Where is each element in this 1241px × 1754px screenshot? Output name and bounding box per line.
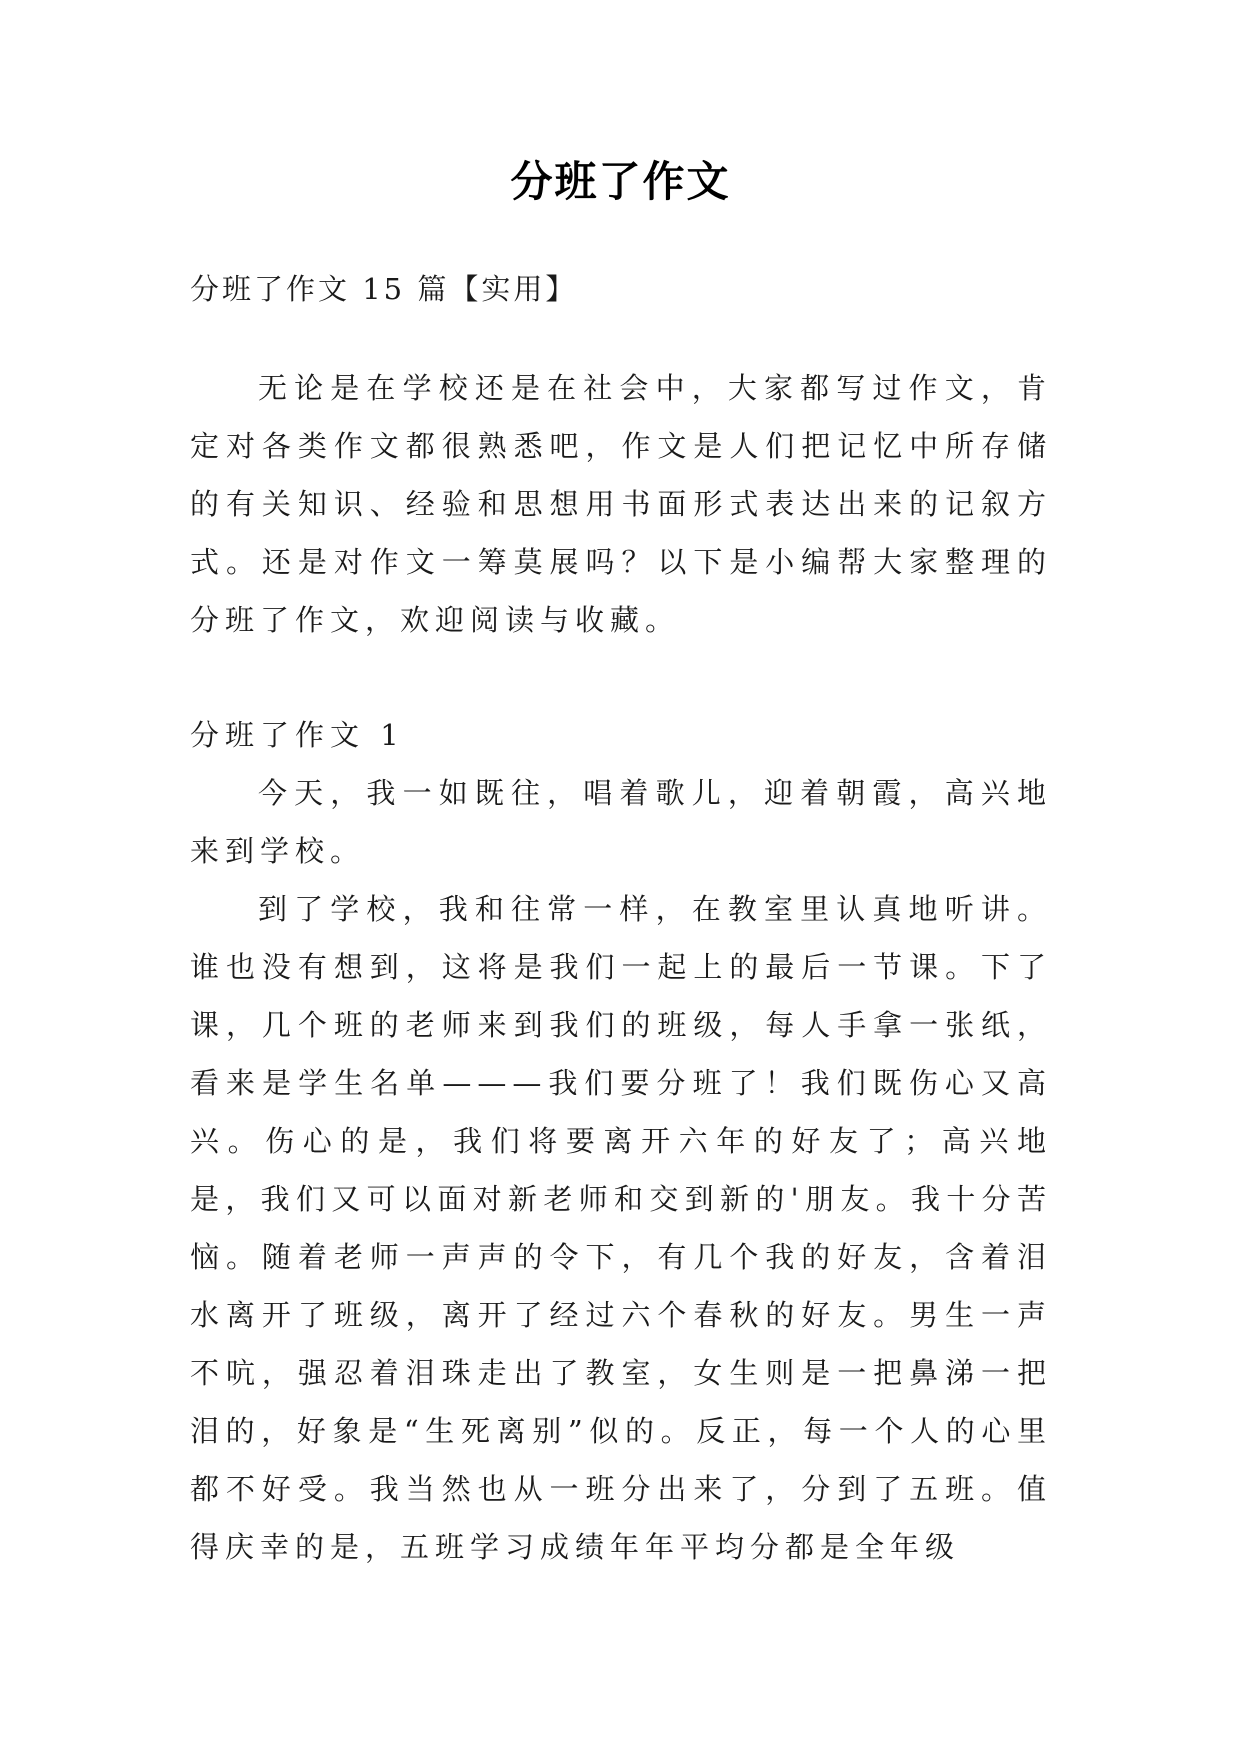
- document-subtitle: 分班了作文 15 篇【实用】: [190, 272, 578, 306]
- section-heading: 分班了作文 1: [190, 718, 405, 752]
- intro-paragraph: 无论是在学校还是在社会中，大家都写过作文，肯定对各类作文都很熟悉吧，作文是人们把记忆中所存储的有关知识、经验和思想用书面形式表达出来的记叙方式。还是对作文一筹莫展吗？以下是小编帮大家整理的分班了作文，欢迎阅读与收藏。: [190, 371, 1052, 637]
- document-title: 分班了作文: [510, 157, 731, 206]
- body-paragraph: 今天，我一如既往，唱着歌儿，迎着朝霞，高兴地来到学校。: [190, 776, 1052, 868]
- body-paragraph: 到了学校，我和往常一样，在教室里认真地听讲。谁也没有想到，这将是我们一起上的最后一节课。下了课，几个班的老师来到我们的班级，每人手拿一张纸，看来是学生名单———我们要分班了！我们既伤心又高兴。伤心的是，我们将要离开六年的好友了；高兴地是，我们又可以面对新老师和交到新的'朋友。我十分苦恼。随着老师一声声的令下，有几个我的好友，含着泪水离开了班级，离开了经过六个春秋的好友。男生一声不吭，强忍着泪珠走出了教室，女生则是一把鼻涕一把泪的，好象是“生死离别”似的。反正，每一个人的心里都不好受。我当然也从一班分出来了，分到了五班。值得庆幸的是，五班学习成绩年年平均分都是全年级: [190, 892, 1052, 1564]
